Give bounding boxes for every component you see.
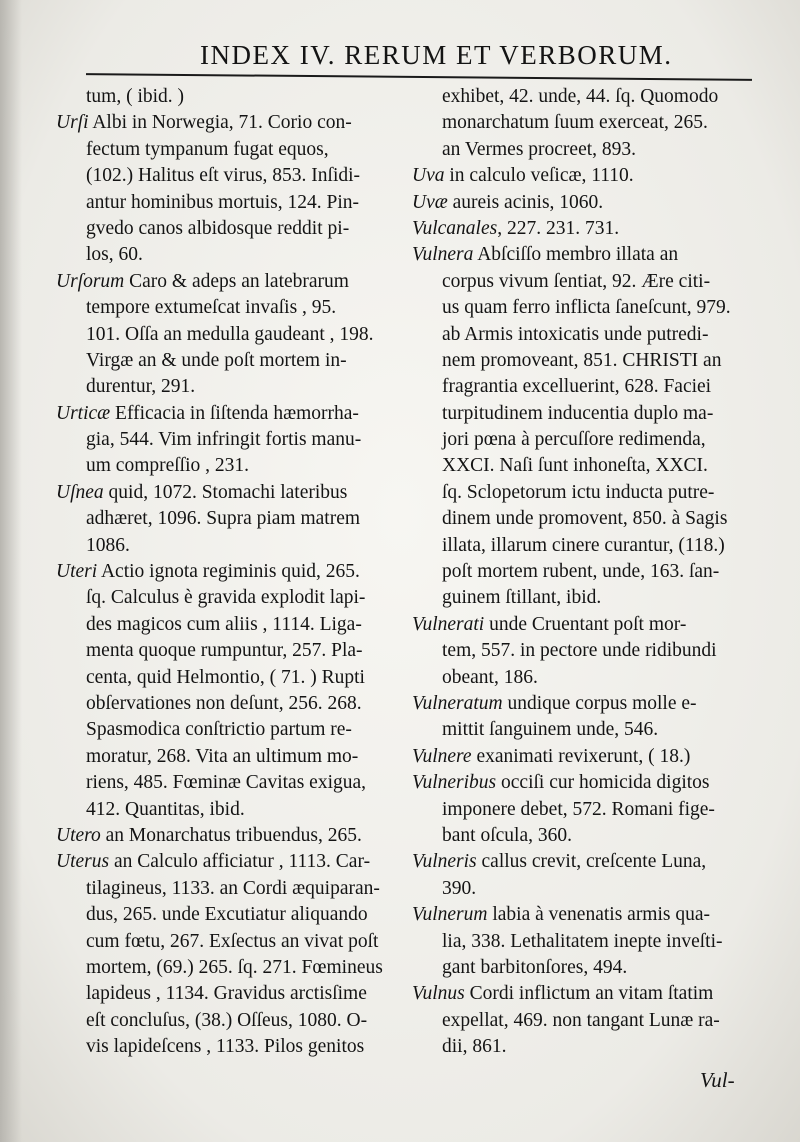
entry-line <box>56 797 402 823</box>
index-entry <box>56 849 402 1060</box>
entry-line <box>412 665 756 691</box>
entry-text: dinem unde promovent, 850. à Sagis <box>442 508 728 530</box>
entry-text: us quam ferro inflicta ſaneſcunt, 979. <box>442 297 731 319</box>
entry-text: los, 60. <box>86 244 143 266</box>
catchword: Vul- <box>700 1068 735 1092</box>
index-entry <box>56 84 402 110</box>
entry-line <box>56 190 402 216</box>
entry-text: illata, illarum cinere curantur, (118.) <box>442 534 725 556</box>
entry-text: Actio ignota regiminis quid, 265. <box>97 561 360 583</box>
entry-text: 390. <box>442 877 477 899</box>
entry-line <box>56 691 402 717</box>
entry-text: Efficacia in ſiſtenda hæmorrha- <box>110 402 359 424</box>
index-entry <box>412 216 756 242</box>
entry-line <box>412 612 756 638</box>
entry-text: lapideus , 1134. Gravidus arctisſime <box>86 983 367 1005</box>
entry-lemma: Vulnere <box>412 745 472 767</box>
entry-text: XXCI. Naſi ſunt inhoneſta, XXCI. <box>442 455 708 477</box>
entry-lemma: Urſorum <box>56 270 125 292</box>
entry-lemma: Vulcanales <box>412 217 498 239</box>
entry-line <box>412 533 756 559</box>
entry-lemma: Vulneratum <box>412 692 503 714</box>
entry-text: ab Armis intoxicatis unde putredi- <box>442 323 709 345</box>
index-entry <box>412 84 756 163</box>
entry-text: monarchatum ſuum exerceat, 265. <box>442 112 708 134</box>
entry-line <box>412 955 756 981</box>
entry-text: exanimati revixerunt, ( 18.) <box>471 745 691 767</box>
entry-line <box>56 585 402 611</box>
entry-line <box>56 480 402 506</box>
entry-line <box>412 453 756 479</box>
entry-lemma: Uterus <box>56 851 110 873</box>
entry-line <box>56 955 402 981</box>
entry-line <box>412 929 756 955</box>
entry-text: in calculo veſicæ, 1110. <box>444 165 634 187</box>
entry-text: jori pœna à percuſſore redimenda, <box>442 429 706 451</box>
entry-line <box>412 744 756 770</box>
entry-text: gia, 544. Vim infringit fortis manu- <box>86 429 362 451</box>
entry-line <box>56 348 402 374</box>
entry-line <box>56 533 402 559</box>
entry-text: nem promoveant, 851. CHRISTI an <box>442 349 722 371</box>
entry-text: quid, 1072. Stomachi lateribus <box>103 481 348 503</box>
entry-lemma: Vulnerati <box>412 613 485 635</box>
entry-line <box>412 876 756 902</box>
entry-line <box>412 559 756 585</box>
entry-text: mortem, (69.) 265. ſq. 271. Fœmineus <box>86 956 383 978</box>
index-entry <box>412 902 756 981</box>
entry-line <box>56 559 402 585</box>
entry-text: expellat, 469. non tangant Lunæ ra- <box>442 1009 720 1031</box>
entry-text: antur hominibus mortuis, 124. Pin- <box>86 191 359 213</box>
entry-text: fectum tympanum fugat equos, <box>86 138 329 160</box>
entry-line <box>412 190 756 216</box>
entry-text: gvedo canos albidosque reddit pi- <box>86 217 350 239</box>
entry-line <box>412 84 756 110</box>
entry-text: durentur, 291. <box>86 376 196 398</box>
entry-text: cum fœtu, 267. Exſectus an vivat poſt <box>86 930 379 952</box>
index-entry <box>412 163 756 189</box>
entry-lemma: Vulnera <box>412 244 474 266</box>
index-entry <box>56 269 402 401</box>
index-entry <box>412 770 756 849</box>
entry-line <box>56 770 402 796</box>
entry-line <box>56 216 402 242</box>
entry-text: 101. Oſſa an medulla gaudeant , 198. <box>86 323 374 345</box>
running-header: INDEX IV. RERUM ET VERBORUM. <box>200 40 673 70</box>
entry-line <box>412 823 756 849</box>
entry-text: menta quoque rumpuntur, 257. Pla- <box>86 640 363 662</box>
entry-text: tilagineus, 1133. an Cordi æquiparan- <box>86 877 380 899</box>
entry-line <box>56 427 402 453</box>
entry-text: occiſi cur homicida digitos <box>496 772 710 794</box>
entry-lemma: Uva <box>412 165 445 187</box>
entry-line <box>56 665 402 691</box>
index-entry <box>412 190 756 216</box>
entry-line <box>412 585 756 611</box>
entry-text: 1086. <box>86 534 130 556</box>
entry-text: ſq. Sclopetorum ictu inducta putre- <box>442 481 715 503</box>
entry-text: obſervationes non deſunt, 256. 268. <box>86 692 362 714</box>
entry-line <box>412 480 756 506</box>
entry-line <box>412 770 756 796</box>
entry-line <box>56 612 402 638</box>
entry-text: an Vermes procreet, 893. <box>442 138 637 160</box>
entry-line <box>56 823 402 849</box>
entry-text: Albi in Norwegia, 71. Corio con- <box>88 112 352 134</box>
header-rule <box>86 73 752 81</box>
entry-text: an Calculo afficiatur , 1113. Car- <box>109 851 371 873</box>
entry-line <box>56 374 402 400</box>
entry-text: obeant, 186. <box>442 666 538 688</box>
entry-line <box>56 876 402 902</box>
entry-line <box>412 691 756 717</box>
entry-text: dii, 861. <box>442 1036 507 1058</box>
index-column-right <box>412 84 756 1060</box>
entry-line <box>412 1034 756 1060</box>
entry-text: turpitudinem inducentia duplo ma- <box>442 402 714 424</box>
entry-text: Cordi inflictum an vitam ſtatim <box>464 983 714 1005</box>
entry-text: vis lapideſcens , 1133. Pilos genitos <box>86 1036 365 1058</box>
entry-text: gant barbitonſores, 494. <box>442 956 628 978</box>
entry-text: Abſciſſo membro illata an <box>473 244 679 266</box>
entry-line <box>412 427 756 453</box>
index-entry <box>412 691 756 744</box>
page-edge-shadow <box>0 0 22 1142</box>
entry-line <box>412 322 756 348</box>
index-entry <box>56 110 402 268</box>
entry-line <box>56 401 402 427</box>
entry-line <box>412 506 756 532</box>
entry-text: moratur, 268. Vita an ultimum mo- <box>86 745 359 767</box>
entry-text: eſt concluſus, (38.) Oſſeus, 1080. O- <box>86 1009 368 1031</box>
entry-line <box>412 401 756 427</box>
entry-line <box>56 717 402 743</box>
entry-text: lia, 338. Lethalitatem inepte inveſti- <box>442 930 723 952</box>
entry-text: corpus vivum ſentiat, 92. Ære citi- <box>442 270 711 292</box>
entry-line <box>412 1008 756 1034</box>
entry-lemma: Vulneribus <box>412 772 497 794</box>
entry-text: guinem ſtillant, ibid. <box>442 587 602 609</box>
entry-lemma: Vulneris <box>412 851 477 873</box>
entry-text: adhæret, 1096. Supra piam matrem <box>86 508 361 530</box>
entry-line <box>56 929 402 955</box>
entry-text: tem, 557. in pectore unde ridibundi <box>442 640 717 662</box>
entry-text: tum, ( ibid. ) <box>86 86 185 107</box>
entry-lemma: Uvæ <box>412 191 448 213</box>
entry-text: exhibet, 42. unde, 44. ſq. Quomodo <box>442 86 719 107</box>
entry-line <box>56 269 402 295</box>
entry-line <box>412 348 756 374</box>
entry-lemma: Urſi <box>56 112 89 134</box>
index-column-left <box>56 84 402 1060</box>
entry-line <box>412 902 756 928</box>
entry-lemma: Uſnea <box>56 481 104 503</box>
entry-line <box>412 216 756 242</box>
entry-line <box>412 797 756 823</box>
entry-text: aureis acinis, 1060. <box>447 191 604 213</box>
entry-text: centa, quid Helmontio, ( 71. ) Rupti <box>86 666 365 688</box>
entry-text: , 227. 231. 731. <box>497 217 620 239</box>
entry-line <box>412 849 756 875</box>
entry-lemma: Utero <box>56 824 101 846</box>
entry-lemma: Vulnus <box>412 983 465 1005</box>
entry-line <box>412 269 756 295</box>
entry-line <box>412 110 756 136</box>
entry-line <box>56 453 402 479</box>
entry-line <box>412 295 756 321</box>
entry-text: 412. Quantitas, ibid. <box>86 798 245 820</box>
entry-line <box>56 981 402 1007</box>
entry-text: des magicos cum aliis , 1114. Liga- <box>86 613 362 635</box>
entry-line <box>56 295 402 321</box>
entry-line <box>56 849 402 875</box>
entry-text: (102.) Halitus eſt virus, 853. Inſidi- <box>86 165 361 187</box>
entry-line <box>56 242 402 268</box>
entry-line <box>412 638 756 664</box>
entry-text: bant oſcula, 360. <box>442 824 572 846</box>
entry-line <box>56 137 402 163</box>
entry-line <box>56 163 402 189</box>
entry-text: dus, 265. unde Excutiatur aliquando <box>86 904 368 926</box>
entry-text: imponere debet, 572. Romani fige- <box>442 798 715 820</box>
entry-text: ſq. Calculus è gravida explodit lapi- <box>86 587 366 609</box>
entry-line <box>412 717 756 743</box>
entry-text: labia à venenatis armis qua- <box>487 904 711 926</box>
index-entry <box>412 849 756 902</box>
entry-line <box>412 242 756 268</box>
entry-text: callus crevit, creſcente Luna, <box>476 851 707 873</box>
entry-text: Spasmodica conſtrictio partum re- <box>86 719 352 741</box>
entry-text: undique corpus molle e- <box>502 692 697 714</box>
entry-line <box>56 1034 402 1060</box>
index-entry <box>56 823 402 849</box>
entry-line <box>56 1008 402 1034</box>
entry-line <box>56 744 402 770</box>
entry-lemma: Uteri <box>56 561 98 583</box>
entry-line <box>56 638 402 664</box>
entry-text: unde Cruentant poſt mor- <box>484 613 687 635</box>
entry-line <box>56 322 402 348</box>
entry-lemma: Urticæ <box>56 402 111 424</box>
entry-line <box>56 110 402 136</box>
entry-text: tempore extumeſcat invaſis , 95. <box>86 297 337 319</box>
entry-lemma: Vulnerum <box>412 904 488 926</box>
entry-text: poſt mortem rubent, unde, 163. ſan- <box>442 561 720 583</box>
index-entry <box>56 559 402 823</box>
index-entry <box>412 242 756 611</box>
entry-line <box>412 374 756 400</box>
entry-line <box>56 84 402 110</box>
index-entry <box>412 981 756 1060</box>
index-entry <box>412 612 756 691</box>
index-entry <box>56 480 402 559</box>
entry-line <box>412 137 756 163</box>
entry-line <box>412 981 756 1007</box>
entry-text: an Monarchatus tribuendus, 265. <box>100 824 362 846</box>
entry-text: mittit ſanguinem unde, 546. <box>442 719 659 741</box>
entry-line <box>56 506 402 532</box>
entry-text: fragrantia excelluerint, 628. Faciei <box>442 376 712 398</box>
entry-text: Virgæ an & unde poſt mortem in- <box>86 349 347 371</box>
entry-line <box>56 902 402 928</box>
index-entry <box>412 744 756 770</box>
entry-line <box>412 163 756 189</box>
entry-text: um compreſſio , 231. <box>86 455 250 477</box>
index-entry <box>56 401 402 480</box>
entry-text: riens, 485. Fœminæ Cavitas exigua, <box>86 772 367 794</box>
entry-text: Caro & adeps an latebrarum <box>124 270 349 292</box>
